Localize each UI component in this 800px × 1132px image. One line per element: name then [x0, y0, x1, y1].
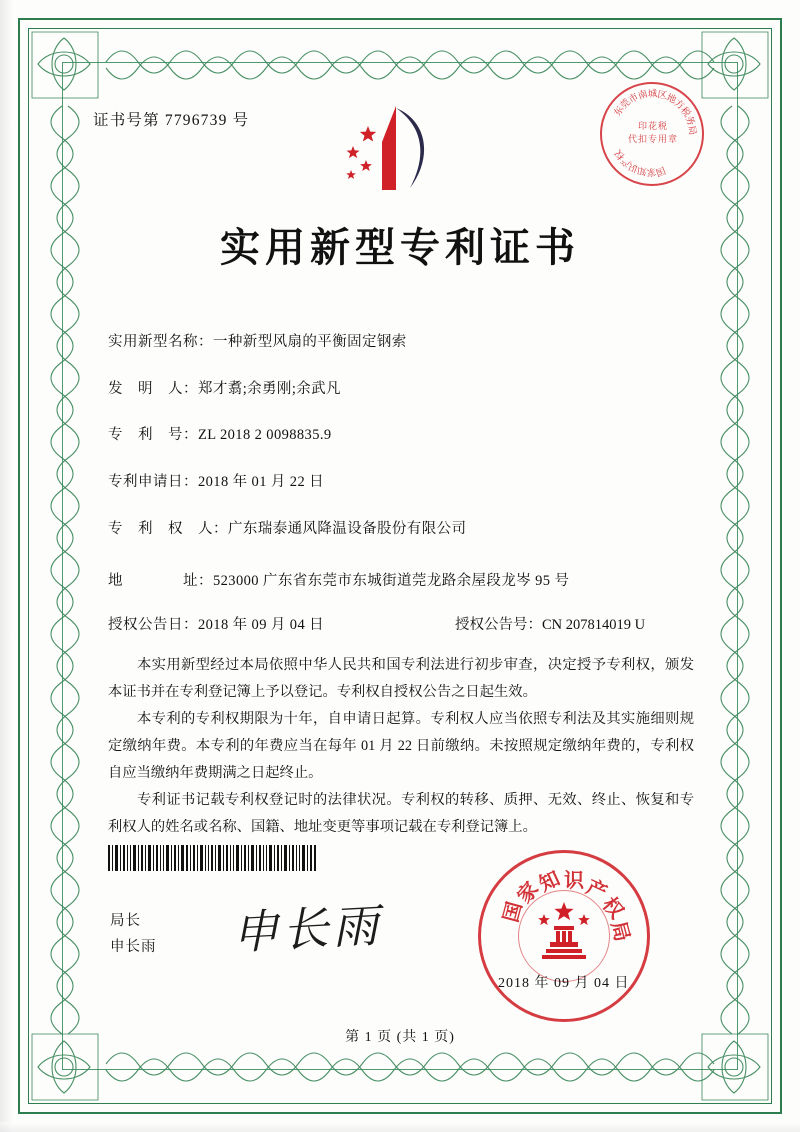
barcode: [108, 845, 318, 871]
field-label: 专 利 号：: [108, 427, 198, 443]
field-patentee: [108, 517, 466, 538]
official-seal: [478, 850, 654, 1026]
field-value: 郑才翥;余勇刚;余武凡: [198, 381, 341, 397]
tax-stamp-center-line1: 印花税: [637, 121, 668, 131]
seal-date: 2018 年 09 月 04 日: [498, 976, 630, 991]
page-title: 实用新型专利证书: [220, 224, 580, 271]
commissioner-title: [110, 908, 157, 960]
commissioner-title-line1: 局长: [110, 913, 141, 929]
tax-stamp-center: [626, 120, 680, 146]
national-emblem-icon: [530, 900, 598, 970]
page-footer: 第 1 页 (共 1 页): [345, 1030, 455, 1045]
tax-stamp: [600, 82, 708, 190]
paragraph-grant: 本实用新型经过本局依照中华人民共和国专利法进行初步审查，决定授予专利权，颁发本证书并在专利登记簿上予以登记。专利权自授权公告之日起生效。: [108, 657, 694, 700]
paragraph-legal-status: 专利证书记载专利权登记时的法律状况。专利权的转移、质押、无效、终止、恢复和专利权人的姓名或名称、国籍、地址变更等事项记载在专利登记簿上。: [108, 792, 694, 835]
field-utility-model-name: [108, 330, 407, 351]
field-label: 地 址：: [108, 573, 213, 589]
field-label: 专利申请日：: [108, 474, 198, 490]
commissioner-name: 申长雨: [110, 939, 157, 955]
field-label: 授权公告号：: [455, 617, 542, 633]
field-value: 2018 年 09 月 04 日: [198, 617, 325, 633]
field-value: 一种新型风扇的平衡固定钢索: [213, 334, 407, 350]
field-address: [108, 569, 569, 590]
field-application-date: [108, 470, 324, 491]
field-inventors: [108, 377, 341, 398]
field-publication-number: [455, 613, 645, 634]
field-value: 广东瑞泰通风降温设备股份有限公司: [228, 521, 467, 537]
tax-stamp-arc-top: 东 莞 市 南 城 区 地 方 税 务 局 国 家 知 识 产 权: [613, 89, 698, 177]
field-value: 2018 年 01 月 22 日: [198, 474, 325, 490]
certificate-number: 证书号第 7796739 号: [93, 112, 250, 129]
field-label: 实用新型名称：: [108, 334, 213, 350]
paragraph-term-fees: 本专利的专利权期限为十年，自申请日起算。专利权人应当依照专利法及其实施细则规定缴纳年费。本专利的年费应当在每年 01 月 22 日前缴纳。未按照规定缴纳年费的，专利权自应当缴纳年费期满之日起终止。: [108, 711, 694, 781]
scan-edge-left: [0, 0, 14, 1132]
field-value: 523000 广东省东莞市东城街道莞龙路余屋段龙岑 95 号: [213, 573, 570, 589]
seal-arc-text: 国 家 知 识 产 权 局: [498, 865, 635, 944]
field-patent-number: [108, 423, 332, 444]
field-label: 发 明 人：: [108, 381, 198, 397]
scan-edge-bottom: [0, 1122, 800, 1132]
handwritten-signature: 申长雨: [230, 898, 384, 960]
tax-stamp-center-line2: 代扣专用章: [627, 134, 678, 144]
sipo-logo-icon: [330, 98, 460, 198]
field-value: CN 207814019 U: [542, 617, 646, 633]
field-value: ZL 2018 2 0098835.9: [198, 427, 332, 443]
field-label: 专 利 权 人：: [108, 521, 228, 537]
field-label: 授权公告日：: [108, 617, 198, 633]
field-grant-announcement-date: [108, 613, 324, 634]
